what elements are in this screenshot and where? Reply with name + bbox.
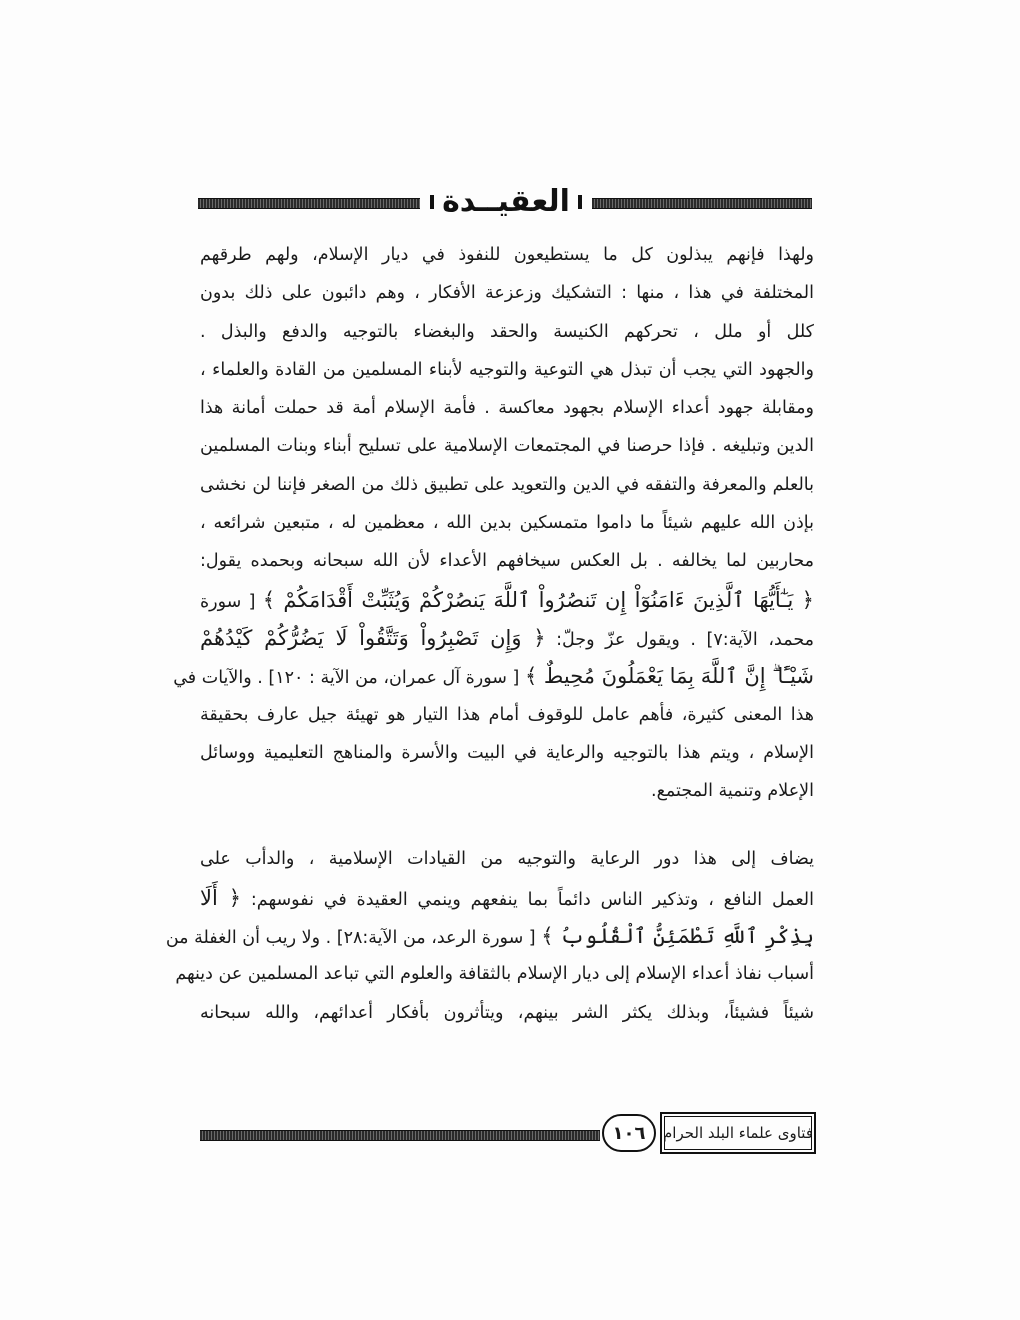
text-line: هذا المعنى كثيرة، فأهم عامل للوقوف أمام هذا التيار هو تهيئة جيل عارف بحقيقة: [200, 704, 814, 725]
square-ornament-icon: [430, 195, 434, 209]
text-line: ومقابلة جهود أعداء الإسلام بجهود معاكسة . فأمة الإسلام أمة قد حملت أمانة هذا: [200, 398, 814, 419]
book-title-frame: [660, 1112, 816, 1154]
text-line: الدين وتبليغه . فإذا حرصنا في المجتمعات الإسلامية على تسليح أبناء وبنات المسلمين: [200, 436, 814, 457]
verse-line: [173, 657, 814, 695]
header-rule-left: [198, 198, 420, 209]
text-line: يضاف إلى هذا دور الرعاية والتوجيه من القيادات الإسلامية ، والدأب على: [200, 849, 814, 870]
body-text: [165, 236, 814, 1032]
verse-reference: [ سورة الرعد، من الآية:٢٨] . ولا ريب أن الغفلة من: [165, 928, 536, 949]
verse-reference: [ سورة آل عمران، من الآية : ١٢٠] . والآيات في: [173, 668, 520, 689]
verse-line: [165, 917, 814, 955]
header-title-group: [430, 182, 582, 222]
paragraph-spacer: [200, 810, 814, 840]
verse-line: [200, 879, 814, 917]
text-segment: العمل النافع ، وتذكير الناس دائماً بما ينفعهم وينمي العقيدة في نفوسهم:: [250, 889, 814, 910]
text-line: ولهذا فإنهم يبذلون كل ما يستطيعون للنفوذ في ديار الإسلام، ولهم طرقهم: [200, 245, 814, 265]
text-line: بالعلم والمعرفة والتفقه في الدين والتعويد على تطبيق ذلك من الصغر فإننا لن نخشى: [200, 474, 814, 495]
footer-rule: [200, 1130, 600, 1141]
verse-reference: [ سورة: [200, 591, 256, 612]
text-line: والجهود التي يجب أن تبذل هي التوعية والتوجيه لأبناء المسلمين من القادة والعلماء ،: [200, 359, 814, 380]
quran-verse: شَيْـًٔا ۗ إِنَّ ٱللَّهَ بِمَا يَعْمَلُونَ مُحِيطٌ ﴾: [524, 664, 814, 689]
chapter-title: العقيــدة: [442, 184, 570, 219]
quran-verse: ﴿ وَإِن تَصْبِرُواْ وَتَتَّقُواْ لَا يَضُرُّكُمْ كَيْدُهُمْ: [200, 625, 546, 650]
text-line: أسباب نفاذ أعداء الإسلام إلى ديار الإسلام بالثقافة والعلوم التي تباعد المسلمين عن دينهم: [175, 964, 814, 985]
header-rule-right: [592, 198, 812, 209]
quran-verse: بِذِكْرِ ٱللَّهِ تَطْمَئِنُّ ٱلْقُلُوبُ ﴾: [541, 924, 814, 949]
verse-line: [200, 581, 814, 619]
text-line: الإسلام ، ويتم هذا بالتوجيه والرعاية في البيت والأسرة والمناهج التعليمية ووسائل: [200, 742, 814, 763]
page-number: ١٠٦: [602, 1114, 656, 1152]
square-ornament-icon: [578, 195, 582, 209]
text-line: شيئاً فشيئاً، وبذلك يكثر الشر بينهم، ويتأثرون بأفكار أعدائهم، والله سبحانه: [200, 1002, 814, 1023]
page-header: [198, 180, 812, 224]
text-line: الإعلام وتنمية المجتمع.: [651, 781, 814, 802]
page-footer: [200, 1112, 816, 1156]
verse-reference: محمد، الآية:٧] . ويقول عزّ وجلّ:: [556, 629, 814, 650]
text-line: المختلفة في هذا ، منها : التشكيك وزعزعة الأفكار ، وهم دائبون على ذلك بدون: [200, 283, 814, 304]
text-line: محاربين لما يخالفه . بل العكس سيخافهم الأعداء لأن الله سبحانه وبحمده يقول:: [200, 551, 814, 572]
verse-line: [200, 619, 814, 657]
quran-verse: ﴿ أَلَا: [200, 885, 242, 910]
book-title: فتاوى علماء البلد الحرام: [664, 1116, 812, 1150]
text-line: بإذن الله عليهم شيئاً ما داموا متمسكين بدين الله ، معظمين له ، متبعين شرائعه ،: [200, 513, 814, 534]
quran-verse: ﴿ يَـٰٓأَيُّهَا ٱلَّذِينَ ءَامَنُوٓاْ إِن تَنصُرُواْ ٱللَّهَ يَنصُرْكُمْ وَيُثَبِّتْ أَقْدَامَكُمْ ﴾: [262, 587, 814, 612]
text-line: كلل أو ملل ، تحركهم الكنيسة والحقد والبغضاء بالتوجيه والدفع والبذل .: [200, 321, 814, 342]
